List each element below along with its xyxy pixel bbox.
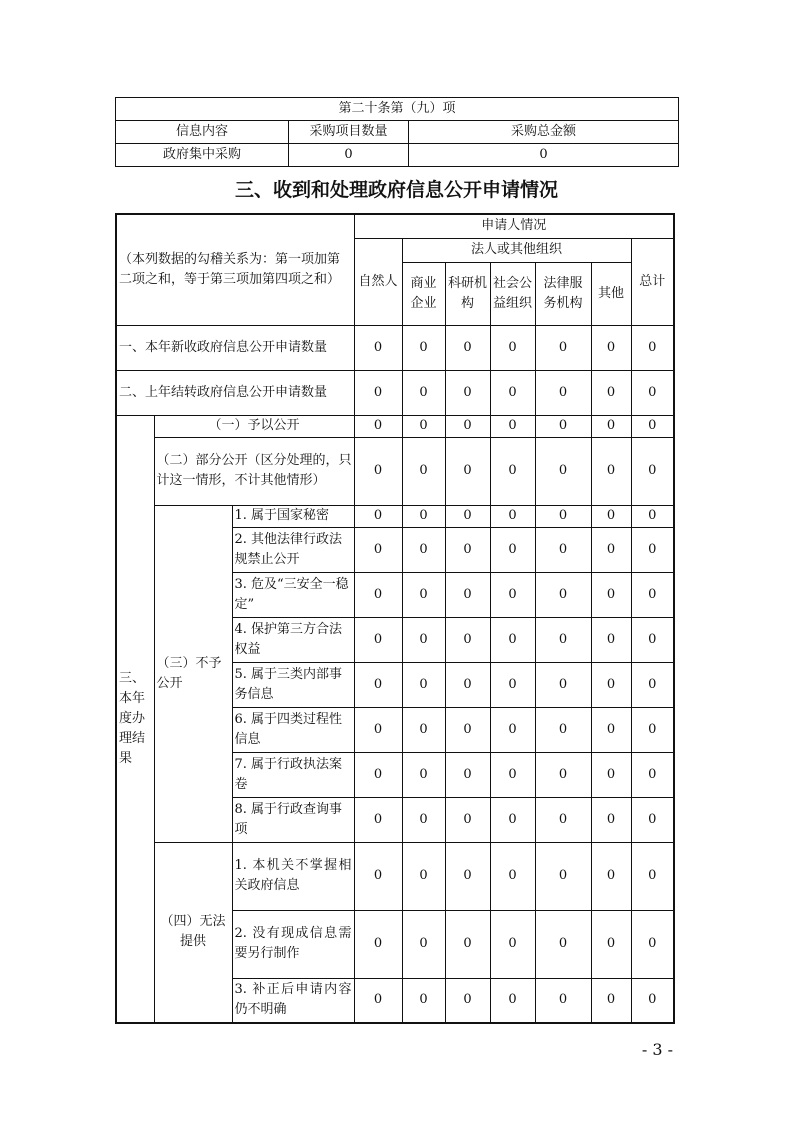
cell: 0 (445, 978, 490, 1023)
cell: 0 (591, 572, 631, 617)
cell: 0 (591, 910, 631, 978)
cell: 0 (445, 572, 490, 617)
cell: 0 (591, 437, 631, 505)
cell: 0 (402, 617, 445, 662)
cell: 0 (354, 797, 402, 842)
cell: 0 (490, 527, 535, 572)
cell: 0 (490, 325, 535, 370)
cell: 0 (535, 617, 591, 662)
cell: 0 (402, 370, 445, 415)
cell: 0 (631, 437, 674, 505)
cell: 0 (445, 707, 490, 752)
cell: 0 (445, 662, 490, 707)
cell: 0 (354, 572, 402, 617)
header-info-content: 信息内容 (116, 121, 289, 144)
cell: 0 (591, 325, 631, 370)
cell: 0 (490, 370, 535, 415)
cell: 0 (535, 752, 591, 797)
page-number: - 3 - (641, 1040, 673, 1059)
table-row (116, 415, 674, 437)
cell: 0 (402, 572, 445, 617)
cell: 0 (402, 527, 445, 572)
cell: 0 (445, 437, 490, 505)
row-label: 5. 属于三类内部事务信息 (232, 662, 354, 707)
procurement-table (115, 97, 679, 167)
cell: 0 (354, 978, 402, 1023)
cell: 0 (631, 842, 674, 910)
applicant-header: 申请人情况 (354, 214, 674, 238)
cell: 0 (631, 325, 674, 370)
cell: 0 (402, 437, 445, 505)
table-row (116, 325, 674, 370)
cell: 0 (631, 910, 674, 978)
col-business: 商业企业 (402, 262, 445, 325)
row-label: 二、上年结转政府信息公开申请数量 (116, 370, 354, 415)
cell: 0 (354, 617, 402, 662)
cell: 0 (402, 910, 445, 978)
cell: 0 (631, 752, 674, 797)
cell: 0 (631, 415, 674, 437)
col-research: 科研机构 (445, 262, 490, 325)
table-row (116, 437, 674, 505)
cell: 0 (354, 527, 402, 572)
col-other: 其他 (591, 262, 631, 325)
cell: 0 (354, 325, 402, 370)
cell: 0 (354, 437, 402, 505)
cell: 0 (591, 842, 631, 910)
project-count-value: 0 (289, 144, 409, 167)
row-label: 3. 危及“三安全一稳定” (232, 572, 354, 617)
cell: 0 (490, 437, 535, 505)
header-total-amount: 采购总金额 (409, 121, 679, 144)
row-label: 2. 没有现成信息需要另行制作 (232, 910, 354, 978)
row-label: 4. 保护第三方合法权益 (232, 617, 354, 662)
cell: 0 (402, 707, 445, 752)
cell: 0 (445, 505, 490, 527)
cell: 0 (402, 842, 445, 910)
cell: 0 (631, 797, 674, 842)
cell: 0 (535, 325, 591, 370)
cell: 0 (490, 978, 535, 1023)
cell: 0 (535, 910, 591, 978)
cell: 0 (535, 978, 591, 1023)
cell: 0 (631, 527, 674, 572)
cell: 0 (591, 978, 631, 1023)
col-natural-person: 自然人 (354, 238, 402, 325)
cell: 0 (591, 617, 631, 662)
cell: 0 (354, 752, 402, 797)
table-row (116, 842, 674, 910)
table-row (116, 370, 674, 415)
cell: 0 (354, 707, 402, 752)
not-open-group-label: （三）不予公开 (154, 505, 232, 842)
cell: 0 (591, 752, 631, 797)
cell: 0 (445, 325, 490, 370)
cell: 0 (490, 707, 535, 752)
result-group-label: 三、本年度办理结果 (116, 415, 154, 1023)
col-legal-service: 法律服务机构 (535, 262, 591, 325)
cell: 0 (490, 752, 535, 797)
row-label: （一）予以公开 (154, 415, 354, 437)
cell: 0 (445, 910, 490, 978)
row-label: 7. 属于行政执法案卷 (232, 752, 354, 797)
total-amount-value: 0 (409, 144, 679, 167)
cell: 0 (535, 797, 591, 842)
cell: 0 (591, 797, 631, 842)
cell: 0 (535, 415, 591, 437)
cell: 0 (591, 527, 631, 572)
reconciliation-note: （本列数据的勾稽关系为：第一项加第二项之和，等于第三项加第四项之和） (116, 214, 354, 325)
cell: 0 (445, 842, 490, 910)
cell: 0 (490, 505, 535, 527)
procurement-table-title: 第二十条第（九）项 (116, 98, 679, 121)
cell: 0 (445, 797, 490, 842)
row-label: 6. 属于四类过程性信息 (232, 707, 354, 752)
cell: 0 (402, 415, 445, 437)
row-label: 1. 属于国家秘密 (232, 505, 354, 527)
cell: 0 (445, 752, 490, 797)
cell: 0 (535, 572, 591, 617)
cell: 0 (490, 415, 535, 437)
section-heading: 三、收到和处理政府信息公开申请情况 (234, 179, 558, 201)
table-row (116, 505, 674, 527)
cell: 0 (535, 437, 591, 505)
row-label: 2. 其他法律行政法规禁止公开 (232, 527, 354, 572)
cell: 0 (490, 842, 535, 910)
cell: 0 (535, 370, 591, 415)
applications-table (115, 213, 675, 1024)
row-label: 一、本年新收政府信息公开申请数量 (116, 325, 354, 370)
row-label: 8. 属于行政查询事项 (232, 797, 354, 842)
cell: 0 (535, 505, 591, 527)
cell: 0 (631, 978, 674, 1023)
cell: 0 (591, 370, 631, 415)
legal-entity-header: 法人或其他组织 (402, 238, 631, 262)
cell: 0 (402, 662, 445, 707)
cell: 0 (631, 572, 674, 617)
cell: 0 (631, 370, 674, 415)
cell: 0 (402, 978, 445, 1023)
cell: 0 (402, 752, 445, 797)
cell: 0 (445, 527, 490, 572)
cell: 0 (591, 707, 631, 752)
cell: 0 (631, 707, 674, 752)
cell: 0 (354, 505, 402, 527)
col-total: 总计 (631, 238, 674, 325)
cell: 0 (354, 370, 402, 415)
cell: 0 (402, 325, 445, 370)
cell: 0 (490, 910, 535, 978)
cell: 0 (445, 370, 490, 415)
cell: 0 (490, 572, 535, 617)
row-label: （二）部分公开（区分处理的，只计这一情形，不计其他情形） (154, 437, 354, 505)
cell: 0 (354, 662, 402, 707)
unable-group-label: （四）无法提供 (154, 842, 232, 1023)
row-label: 3. 补正后申请内容仍不明确 (232, 978, 354, 1023)
cell: 0 (631, 662, 674, 707)
cell: 0 (631, 505, 674, 527)
cell: 0 (354, 910, 402, 978)
row-label: 政府集中采购 (116, 144, 289, 167)
cell: 0 (490, 662, 535, 707)
cell: 0 (591, 662, 631, 707)
cell: 0 (445, 415, 490, 437)
cell: 0 (591, 505, 631, 527)
cell: 0 (354, 415, 402, 437)
cell: 0 (535, 707, 591, 752)
cell: 0 (354, 842, 402, 910)
cell: 0 (445, 617, 490, 662)
cell: 0 (591, 415, 631, 437)
header-project-count: 采购项目数量 (289, 121, 409, 144)
cell: 0 (535, 527, 591, 572)
cell: 0 (490, 797, 535, 842)
cell: 0 (490, 617, 535, 662)
cell: 0 (402, 797, 445, 842)
cell: 0 (535, 842, 591, 910)
cell: 0 (402, 505, 445, 527)
cell: 0 (535, 662, 591, 707)
col-public-welfare: 社会公益组织 (490, 262, 535, 325)
cell: 0 (631, 617, 674, 662)
row-label: 1. 本机关不掌握相关政府信息 (232, 842, 354, 910)
